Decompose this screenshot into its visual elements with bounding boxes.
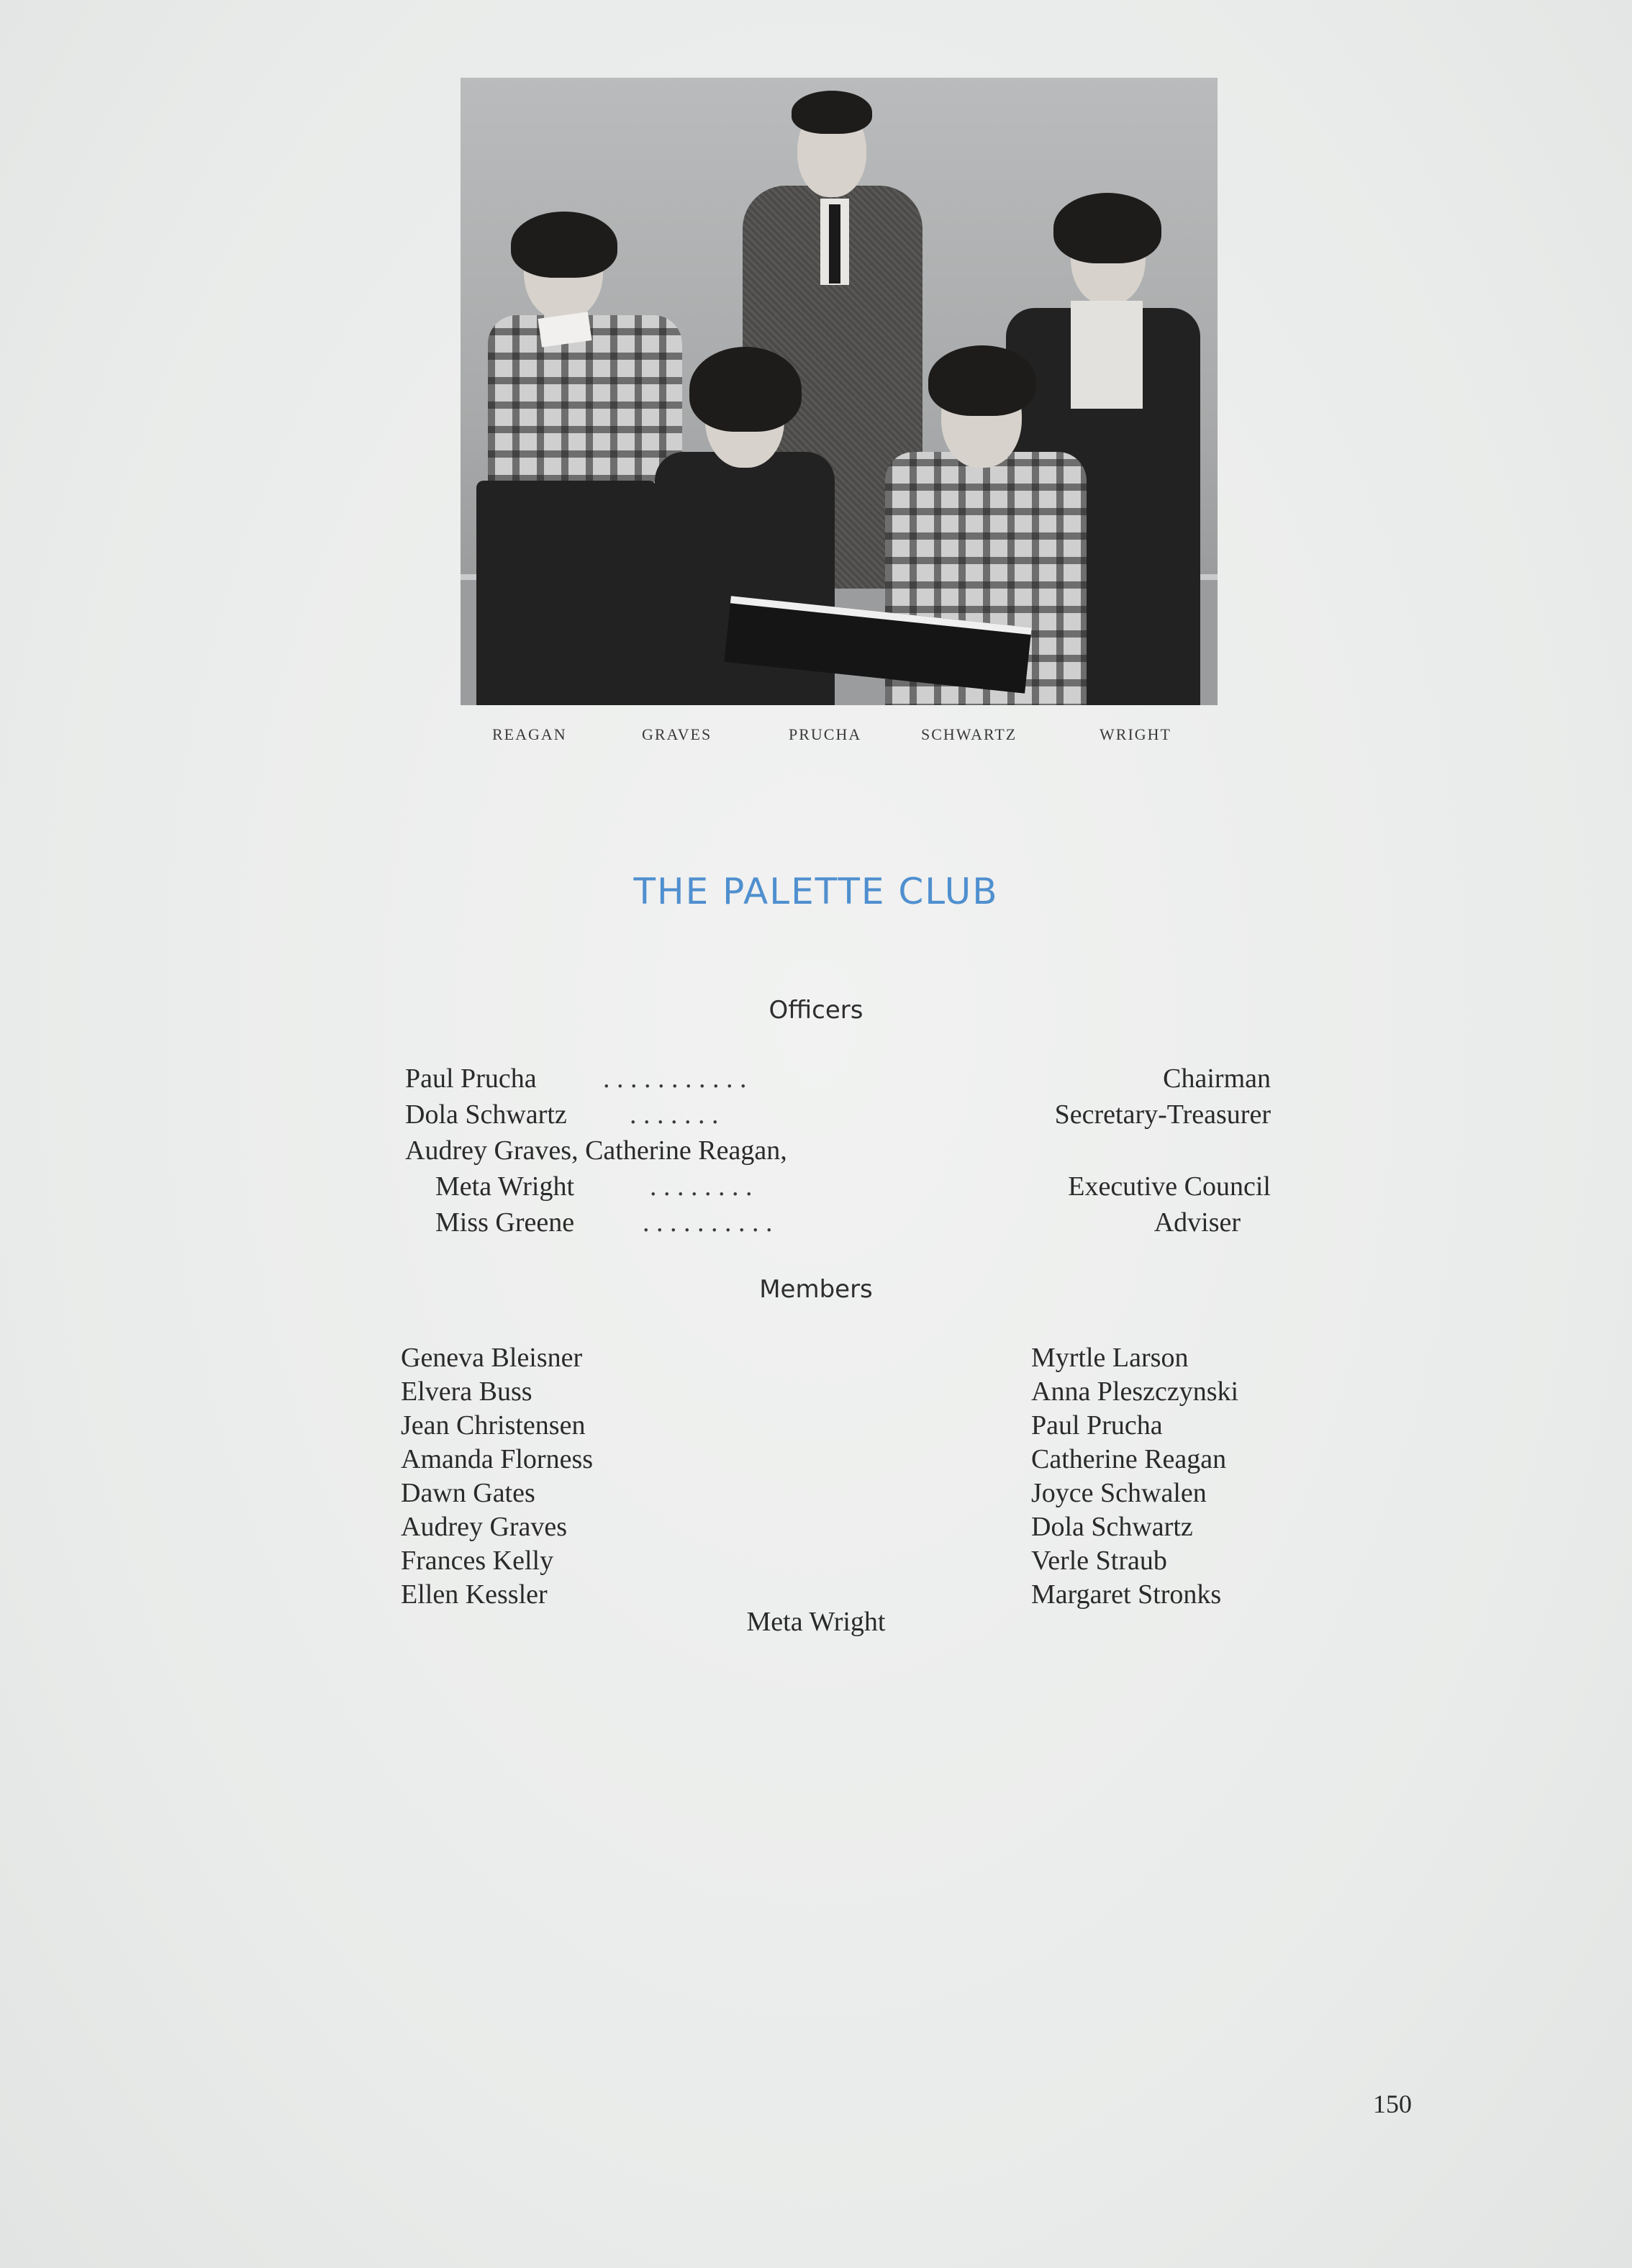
caption-wright: WRIGHT <box>1100 725 1171 743</box>
list-item: Ellen Kessler <box>401 1579 548 1610</box>
officer-row <box>405 1061 1271 1097</box>
leader-dots: . . . . . . . . <box>650 1171 753 1202</box>
list-item: Margaret Stronks <box>1031 1579 1222 1610</box>
caption-schwartz: SCHWARTZ <box>921 725 1017 743</box>
officer-role: Executive Council <box>1068 1171 1271 1202</box>
officer-row <box>405 1205 1271 1240</box>
list-item: Jean Christensen <box>401 1410 586 1441</box>
leader-dots: . . . . . . . . . . . <box>603 1063 747 1094</box>
officer-role: Chairman <box>1163 1063 1271 1094</box>
leader-dots: . . . . . . . <box>630 1099 719 1130</box>
list-item: Amanda Florness <box>401 1444 594 1474</box>
member-centered: Meta Wright <box>746 1607 886 1637</box>
list-item: Elvera Buss <box>401 1376 532 1407</box>
group-photograph <box>461 78 1218 705</box>
members-heading: Members <box>759 1275 873 1304</box>
list-item: Joyce Schwalen <box>1031 1478 1207 1508</box>
list-item: Anna Pleszczynski <box>1031 1376 1239 1407</box>
list-item: Catherine Reagan <box>1031 1444 1227 1474</box>
list-item: Verle Straub <box>1031 1546 1167 1576</box>
list-item: Dawn Gates <box>401 1478 535 1508</box>
page-title: THE PALETTE CLUB <box>633 871 999 912</box>
members-list-right <box>1031 1341 1238 1612</box>
officer-name: Meta Wright <box>435 1171 575 1202</box>
caption-graves: GRAVES <box>642 725 712 743</box>
list-item: Paul Prucha <box>1031 1410 1163 1441</box>
list-item: Geneva Bleisner <box>401 1343 583 1373</box>
members-list-left <box>401 1341 593 1612</box>
list-item: Frances Kelly <box>401 1546 554 1576</box>
caption-reagan: REAGAN <box>492 725 567 743</box>
caption-prucha: PRUCHA <box>789 725 862 743</box>
officers-heading: Officers <box>769 996 863 1025</box>
list-item: Dola Schwartz <box>1031 1512 1193 1542</box>
officer-row <box>405 1169 1271 1205</box>
officer-name: Audrey Graves, Catherine Reagan, <box>405 1135 787 1166</box>
officer-name: Paul Prucha <box>405 1063 537 1094</box>
leader-dots: . . . . . . . . . . <box>643 1207 773 1238</box>
list-item: Audrey Graves <box>401 1512 568 1542</box>
page-number: 150 <box>1373 2090 1412 2118</box>
photo-captions <box>461 725 1218 747</box>
officer-role: Secretary-Treasurer <box>1054 1099 1271 1130</box>
officer-row <box>405 1097 1271 1133</box>
officer-name: Dola Schwartz <box>405 1099 567 1130</box>
list-item: Myrtle Larson <box>1031 1343 1189 1373</box>
officer-role: Adviser <box>1153 1207 1241 1238</box>
officer-name: Miss Greene <box>435 1207 575 1238</box>
officer-row <box>405 1133 1271 1169</box>
